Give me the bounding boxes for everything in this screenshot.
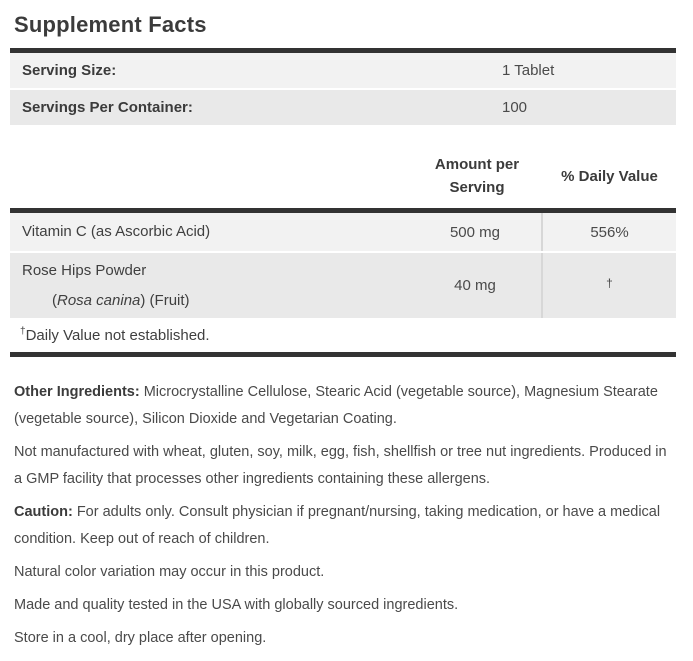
page-title: Supplement Facts xyxy=(14,12,207,37)
nutrient-name xyxy=(10,253,409,318)
dagger-symbol: † xyxy=(606,275,613,290)
header-name-spacer xyxy=(10,125,411,208)
serving-size-value: 1 Tablet xyxy=(502,62,555,79)
nutrient-amount: 40 mg xyxy=(454,277,496,294)
made-in-usa-paragraph: Made and quality tested in the USA with globally sourced ingredients. xyxy=(14,597,459,613)
table-row-rose-hips xyxy=(10,253,676,318)
nutrient-daily-value: 556% xyxy=(541,213,676,251)
servings-per-container-label: Servings Per Container: xyxy=(22,99,193,116)
other-ingredients-paragraph: Other Ingredients: Microcrystalline Cellulose, Stearic Acid (vegetable source), Magnesium Stearate (vegetable source), Silicon Dioxide and Vegetarian Coating. xyxy=(14,384,658,427)
daily-value-footnote xyxy=(10,318,676,352)
header-amount-label: Amount per Serving xyxy=(434,156,520,196)
additional-info xyxy=(14,379,676,652)
caution-paragraph: Caution: For adults only. Consult physician if pregnant/nursing, taking medication, or have a medical condition. Keep out of reach of children. xyxy=(14,504,661,547)
rose-hips-botanical: (Rosa canina) (Fruit) xyxy=(52,291,190,309)
storage-paragraph: Store in a cool, dry place after opening. xyxy=(14,630,267,646)
header-amount-per-serving xyxy=(411,125,543,208)
rose-hips-name: Rose Hips Powder xyxy=(22,261,147,279)
header-daily-value: % Daily Value xyxy=(561,168,658,185)
facts-table-header xyxy=(10,125,676,208)
nutrient-name: Vitamin C (as Ascorbic Acid) xyxy=(22,223,211,240)
bottom-divider-bar xyxy=(10,352,676,357)
allergen-paragraph: Not manufactured with wheat, gluten, soy, milk, egg, fish, shellfish or tree nut ingredients. Produced in a GMP facility that processes other ingredients containing these allergens. xyxy=(14,444,667,487)
footnote-dagger: † xyxy=(20,325,26,337)
servings-per-container-row xyxy=(10,90,676,125)
color-variation-paragraph: Natural color variation may occur in this product. xyxy=(14,564,325,580)
serving-size-label: Serving Size: xyxy=(22,62,117,79)
table-row-vitamin-c xyxy=(10,213,676,251)
servings-per-container-value: 100 xyxy=(502,99,528,116)
serving-size-row xyxy=(10,53,676,88)
footnote-text: Daily Value not established. xyxy=(25,326,210,344)
nutrient-daily-value xyxy=(541,253,676,318)
nutrient-amount: 500 mg xyxy=(449,223,501,241)
